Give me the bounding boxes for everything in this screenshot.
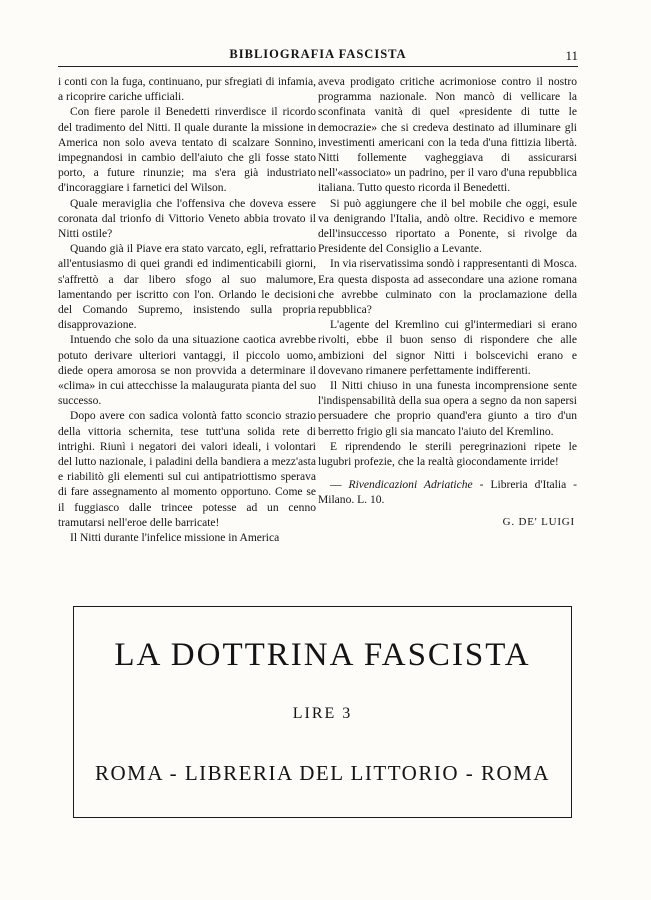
paragraph: Quando già il Piave era stato varcato, egli, refrattario all'entusiasmo di quei grandi ed indimenticabili giorni, s'affrettò a dar libero sfogo al suo malumore, lamentando per iscritto con l'on. Orlando le decisioni del Comando Supremo, insistendo sulla propria disapprovazione. — [58, 243, 316, 332]
journal-title: BIBLIOGRAFIA FASCISTA — [229, 47, 407, 61]
paragraph: Si può aggiungere che il bel mobile che oggi, esule va denigrando l'Italia, andò oltre. Recidivo e memore dell'insuccesso riportato a Ponente, si rivolge da Presidente del Consiglio a Levante. — [318, 197, 577, 256]
paragraph: Dopo avere con sadica volontà fatto sconcio strazio della vittoria schernita, tese tutt'una solida rete di intrighi. Riunì i negatori dei valori ideali, i volontari del lutto nazionale, i paladini della bandiera a mezz'asta e riabilitò gli elementi sul cui antipatriottismo sperava di fare assegnamento al momento opportuno. Come se il fuggiasco dalle trincee potesse ad un cenno tramutarsi nell'eroe delle barricate! — [58, 410, 316, 529]
left-column — [58, 75, 316, 546]
paragraph: Quale meraviglia che l'offensiva che doveva essere coronata dal trionfo di Vittorio Veneto abbia trovato il Nitti ostile? — [58, 197, 316, 241]
right-column — [318, 75, 577, 530]
paragraph: aveva prodigato critiche acrimoniose contro il nostro programma nazionale. Non mancò di vellicare la sconfinata vanità di quel «presidente di tutte le democrazie» che si credeva destinato ad illuminare gli investimenti americani con la teda d'una fittizia libertà. Nitti follemente vagheggiava di assicurarsi nell'«associato» un padrino, per il varo d'una repubblica italiana. Tutto questo ricorda il Benedetti. — [318, 76, 577, 195]
paragraph: Il Nitti durante l'infelice missione in America — [70, 532, 280, 545]
running-header — [58, 44, 578, 66]
citation-prefix: — — [330, 479, 349, 492]
paragraph: Intuendo che solo da una situazione caotica avrebbe potuto derivare ulteriori vantaggi, il piccolo uomo, diede opera amorosa se non provvida a determinare il «clima» in cui attecchisse la malaugurata pianta del suo successo. — [58, 334, 316, 408]
ad-title: LA DOTTRINA FASCISTA — [114, 637, 531, 673]
paragraph: In via riservatissima sondò i rappresentanti di Mosca. Era questa disposta ad assecondare una azione romana che avrebbe culminato con la proclamazione della repubblica? — [318, 258, 577, 317]
citation-title: Rivendicazioni Adriatiche — [348, 479, 473, 492]
citation-details: - Libreria d'Italia - Milano. L. 10. — [318, 479, 578, 507]
paragraph: Il Nitti chiuso in una funesta incomprensione sente l'indispensabilità della sua opera a segno da non sapersi persuadere che proprio quand'era giunto a tiro d'un berretto frigio gli sia mancato l'aiuto del Kremlino. — [318, 380, 577, 438]
advertisement-box — [73, 606, 572, 818]
ad-publisher: ROMA - LIBRERIA DEL LITTORIO - ROMA — [95, 761, 550, 785]
header-rule — [58, 66, 578, 67]
paragraph: E riprendendo le sterili peregrinazioni ripete le lugubri profezie, che la realtà giocondamente irride! — [318, 440, 577, 469]
ad-price: LIRE 3 — [292, 705, 353, 722]
author-byline: G. DE' LUIGI — [502, 515, 575, 528]
paragraph: L'agente del Kremlino cui gl'intermediari si erano rivolti, ebbe il buon senso di rispondere che alle ambizioni del signor Nitti i bolscevichi erano e dovevano rimanere perfettamente indifferenti. — [318, 319, 577, 377]
citation — [318, 478, 577, 508]
paragraph: Con fiere parole il Benedetti rinverdisce il ricordo del tradimento del Nitti. Il quale durante la missione in America non solo aveva tentato di scalzare Sonnino, impegnandosi in cambio dell'aiuto che gli fosse stato porto, a future rinunzie; ma s'era già industriato d'incoraggiare i farnetici del Wilson. — [58, 106, 316, 195]
page-number: 11 — [565, 48, 578, 63]
paragraph: i conti con la fuga, continuano, pur sfregiati di infamia, a ricoprire cariche ufficiali. — [58, 76, 316, 104]
